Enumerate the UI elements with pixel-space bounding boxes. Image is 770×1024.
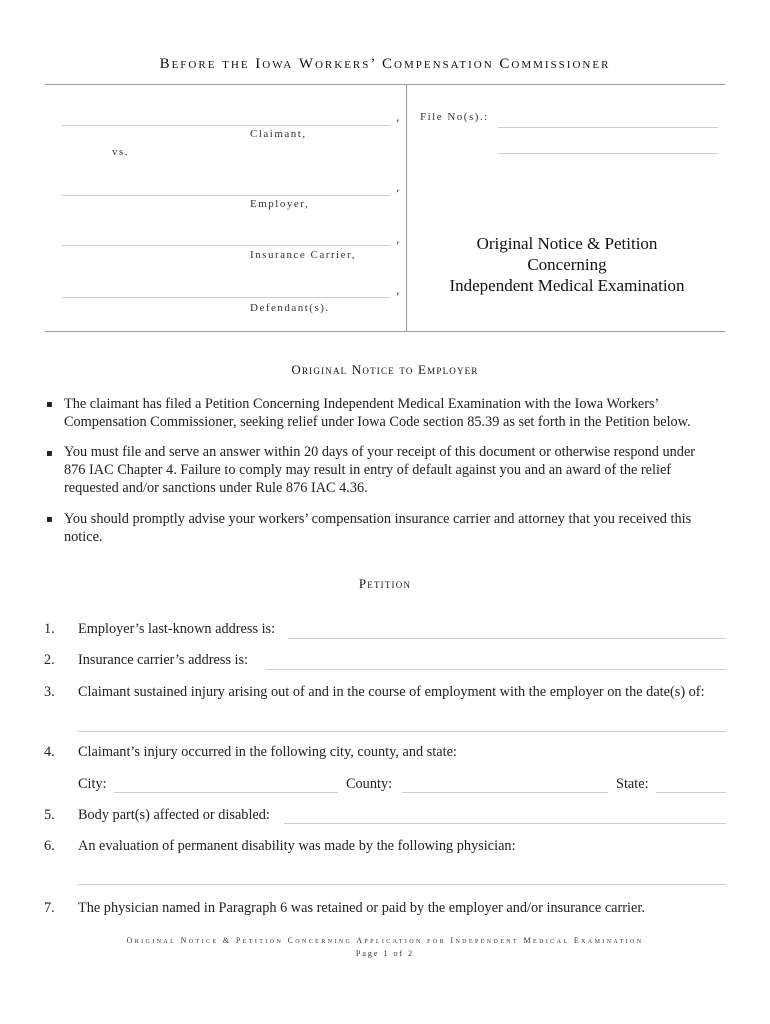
notice-bullet-1: [64, 395, 736, 431]
city-label: City:: [78, 776, 107, 792]
item-6-text: An evaluation of permanent disability was made by the following physician:: [78, 838, 516, 854]
notice-heading: Original Notice to Employer: [291, 362, 479, 377]
caption-bottom-rule: [45, 331, 725, 332]
file-no-field-2[interactable]: [498, 153, 718, 154]
document-title-line-2: Concerning: [527, 255, 607, 274]
page-number: Page 1 of 2: [355, 949, 415, 958]
notice-bullet-2-line-3: requested and/or sanctions under Rule 876 IAC 4.36.: [64, 480, 368, 496]
document-title: [412, 233, 722, 296]
employer-address-field[interactable]: [288, 638, 726, 639]
claimant-field[interactable]: [62, 125, 390, 126]
employer-label: Employer,: [250, 198, 310, 210]
document-title-line-1: Original Notice & Petition: [476, 234, 658, 253]
vs-label: vs.: [112, 146, 130, 158]
city-field[interactable]: [114, 792, 338, 793]
item-1-number: 1.: [44, 621, 55, 637]
notice-bullet-3-line-1: You should promptly advise your workers’ compensation insurance carrier and attorney that you received this: [64, 511, 692, 527]
defendant-field[interactable]: [62, 297, 390, 298]
footer-title: Original Notice & Petition Concerning Application for Independent Medical Examination: [126, 936, 644, 945]
county-label: County:: [346, 776, 393, 792]
notice-bullet-1-line-2: Compensation Commissioner, seeking relief under Iowa Code section 85.39 as set forth in the Petition below.: [64, 414, 691, 430]
insurance-carrier-label: Insurance Carrier,: [250, 249, 356, 261]
insurance-carrier-field[interactable]: [62, 245, 390, 246]
bullet-2: ▪: [46, 448, 53, 459]
item-4-number: 4.: [44, 744, 55, 760]
state-label: State:: [616, 776, 649, 792]
defendant-comma: ,: [396, 283, 400, 297]
item-1-text: Employer’s last-known address is:: [78, 621, 276, 637]
notice-bullet-3: [64, 510, 736, 546]
claimant-comma: ,: [396, 110, 400, 124]
item-7-number: 7.: [44, 900, 55, 916]
item-5-text: Body part(s) affected or disabled:: [78, 807, 270, 823]
caption-divider: [406, 84, 407, 331]
employer-comma: ,: [396, 180, 400, 194]
bullet-1: ▪: [46, 399, 53, 410]
defendants-label: Defendant(s).: [250, 302, 330, 314]
item-2-number: 2.: [44, 652, 55, 668]
item-3-text: Claimant sustained injury arising out of and in the course of employment with the employer on the date(s) of:: [78, 684, 705, 700]
item-5-number: 5.: [44, 807, 55, 823]
injury-date-field[interactable]: [78, 731, 726, 732]
notice-bullet-1-line-1: The claimant has filed a Petition Concerning Independent Medical Examination with the Iowa Workers’: [64, 396, 660, 412]
body-part-field[interactable]: [284, 823, 726, 824]
header-rule: [45, 84, 725, 85]
physician-field[interactable]: [78, 884, 726, 885]
item-4-text: Claimant’s injury occurred in the following city, county, and state:: [78, 744, 457, 760]
notice-bullet-2: [64, 443, 736, 497]
employer-field[interactable]: [62, 195, 390, 196]
claimant-label: Claimant,: [250, 128, 307, 140]
state-field[interactable]: [656, 792, 726, 793]
page-title: Before the Iowa Workers’ Compensation Commissioner: [159, 56, 611, 72]
notice-bullet-3-line-2: notice.: [64, 529, 103, 545]
file-no-field-1[interactable]: [498, 127, 718, 128]
item-6-number: 6.: [44, 838, 55, 854]
insurance-comma: ,: [396, 232, 400, 246]
item-7-text: The physician named in Paragraph 6 was retained or paid by the employer and/or insurance carrier.: [78, 900, 645, 916]
item-3-number: 3.: [44, 684, 55, 700]
file-no-label: File No(s).:: [420, 111, 489, 123]
carrier-address-field[interactable]: [266, 669, 726, 670]
bullet-3: ▪: [46, 514, 53, 525]
item-2-text: Insurance carrier’s address is:: [78, 652, 249, 668]
county-field[interactable]: [402, 792, 608, 793]
notice-bullet-2-line-1: You must file and serve an answer within 20 days of your receipt of this document or otherwise respond under: [64, 444, 696, 460]
notice-bullet-2-line-2: 876 IAC Chapter 4. Failure to comply may result in entry of default against you and an award of the relief: [64, 462, 672, 478]
document-title-line-3: Independent Medical Examination: [449, 276, 685, 295]
petition-heading: Petition: [358, 576, 412, 591]
